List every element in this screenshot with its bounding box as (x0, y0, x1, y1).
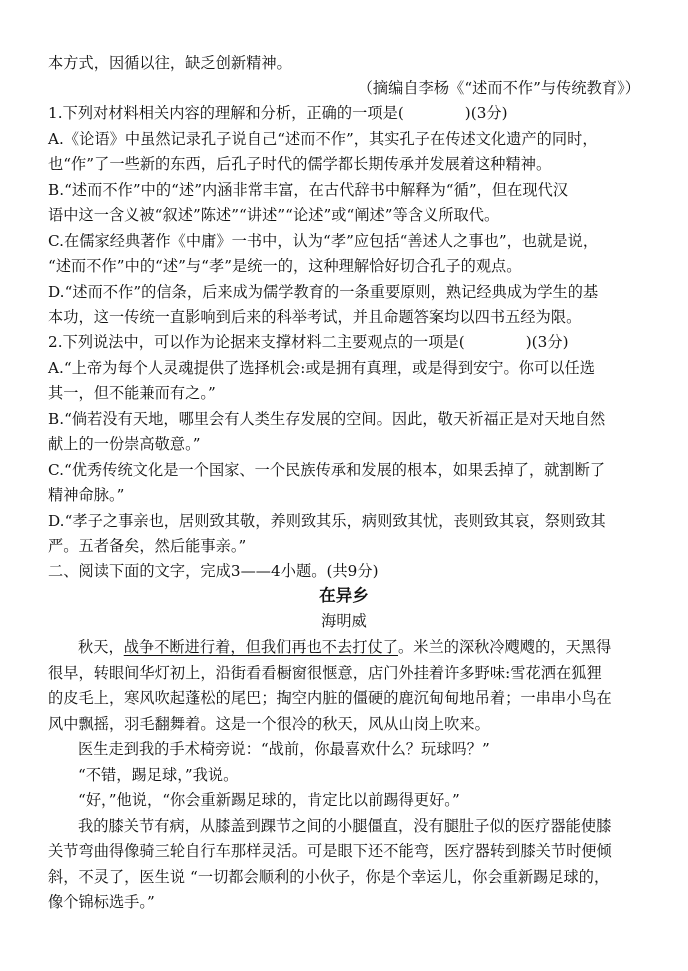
story-title: 在异乡 (319, 586, 369, 605)
question2-option-b-line2: 献上的一份崇高敬意。” (48, 435, 201, 453)
question1-option-a-line2: 也“作”了一些新的东西，后孔子时代的儒学都长期传承并发展着这种精神。 (48, 155, 552, 173)
story-p1-post: 。米兰的深秋冷飕飕的，天黑得 (398, 638, 612, 656)
story-p5-line4: 像个锦标选手。” (48, 893, 155, 911)
story-p5-line2: 关节弯曲得像骑三轮自行车那样灵活。可是眼下还不能弯，医疗器转到膝关节时便倾 (48, 842, 612, 860)
story-p1-underlined: 战争不断进行着，但我们再也不去打仗了 (123, 638, 398, 656)
story-p5-line1: 我的膝关节有病，从膝盖到踝节之间的小腿僵直，没有腿肚子似的医疗器能使膝 (78, 817, 612, 835)
question1-option-b-line1: B.“述而不作”中的“述”内涵非常丰富，在古代辞书中解释为“循”，但在现代汉 (48, 181, 569, 199)
story-p1-line2: 很早，转眼间华灯初上，沿街看看橱窗很惬意，店门外挂着许多野味:雪花洒在狐狸 (48, 664, 602, 682)
story-p1-pre: 秋天， (78, 638, 124, 656)
story-author: 海明威 (321, 612, 367, 630)
question1-option-c-line1: C.在儒家经典著作《中庸》一书中，认为“孝”应包括“善述人之事也”，也就是说， (48, 232, 599, 250)
question2-option-b-line1: B.“倘若没有天地，哪里会有人类生存发展的空间。因此，敬天祈福正是对天地自然 (48, 410, 606, 428)
story-p1-line3: 的皮毛上，寒风吹起蓬松的尾巴；掏空内脏的僵硬的鹿沉甸甸地吊着；一串串小鸟在 (48, 689, 612, 707)
question2-option-d-line1: D.“孝子之事亲也，居则致其敬，养则致其乐，病则致其忧，丧则致其哀，祭则致其 (48, 512, 606, 530)
source-citation: （摘编自李杨《“述而不作”与传统教育》） (357, 79, 640, 97)
question1-option-a-line1: A.《论语》中虽然记录孔子说自己“述而不作”，其实孔子在传述文化遗产的同时， (48, 130, 598, 148)
question1-option-d-line2: 本功，这一传统一直影响到后来的科举考试，并且命题答案均以四书五经为限。 (48, 308, 582, 326)
story-p4: “好，”他说，“你会重新踢足球的，肯定比以前踢得更好。” (78, 791, 460, 809)
question2-option-a-line2: 其一，但不能兼而有之。” (48, 384, 216, 402)
question1-stem: 1.下列对材料相关内容的理解和分析，正确的一项是( )(3分) (48, 104, 508, 122)
question2-option-c-line1: C.“优秀传统文化是一个国家、一个民族传承和发展的根本，如果丢掉了，就割断了 (48, 461, 606, 479)
story-p3: “不错，踢足球，”我说。 (78, 766, 239, 784)
question1-option-d-line1: D.“述而不作”的信条，后来成为儒学教育的一条重要原则，熟记经典成为学生的基 (48, 283, 599, 301)
section2-heading: 二、阅读下面的文字，完成3——4小题。(共9分) (48, 562, 379, 580)
question1-option-b-line2: 语中这一含义被“叙述”陈述”“讲述”“论述”或“阐述”等含义所取代。 (48, 206, 500, 224)
story-p2: 医生走到我的手术椅旁说：“战前，你最喜欢什么？玩球吗？” (78, 740, 490, 758)
question1-option-c-line2: “述而不作”中的“述”与“孝”是统一的，这种理解恰好切合孔子的观点。 (48, 257, 522, 275)
question2-stem: 2.下列说法中，可以作为论据来支撑材料二主要观点的一项是( )(3分) (48, 333, 569, 351)
question2-option-a-line1: A.“上帝为每个人灵魂提供了选择机会:或是拥有真理，或是得到安宁。你可以任选 (48, 359, 595, 377)
passage1-tail: 本方式，因循以往，缺乏创新精神。 (48, 54, 292, 72)
question2-option-d-line2: 严。五者备矣，然后能事亲。” (48, 537, 247, 555)
story-p1-line4: 风中飘摇，羽毛翻舞着。这是一个很冷的秋天，风从山岗上吹来。 (48, 715, 490, 733)
story-p5-line3: 斜，不灵了，医生说 “一切都会顺利的小伙子，你是个幸运儿，你会重新踢足球的， (48, 868, 610, 886)
story-p1-line1 (78, 636, 660, 658)
question2-option-c-line2: 精神命脉。” (48, 486, 125, 504)
